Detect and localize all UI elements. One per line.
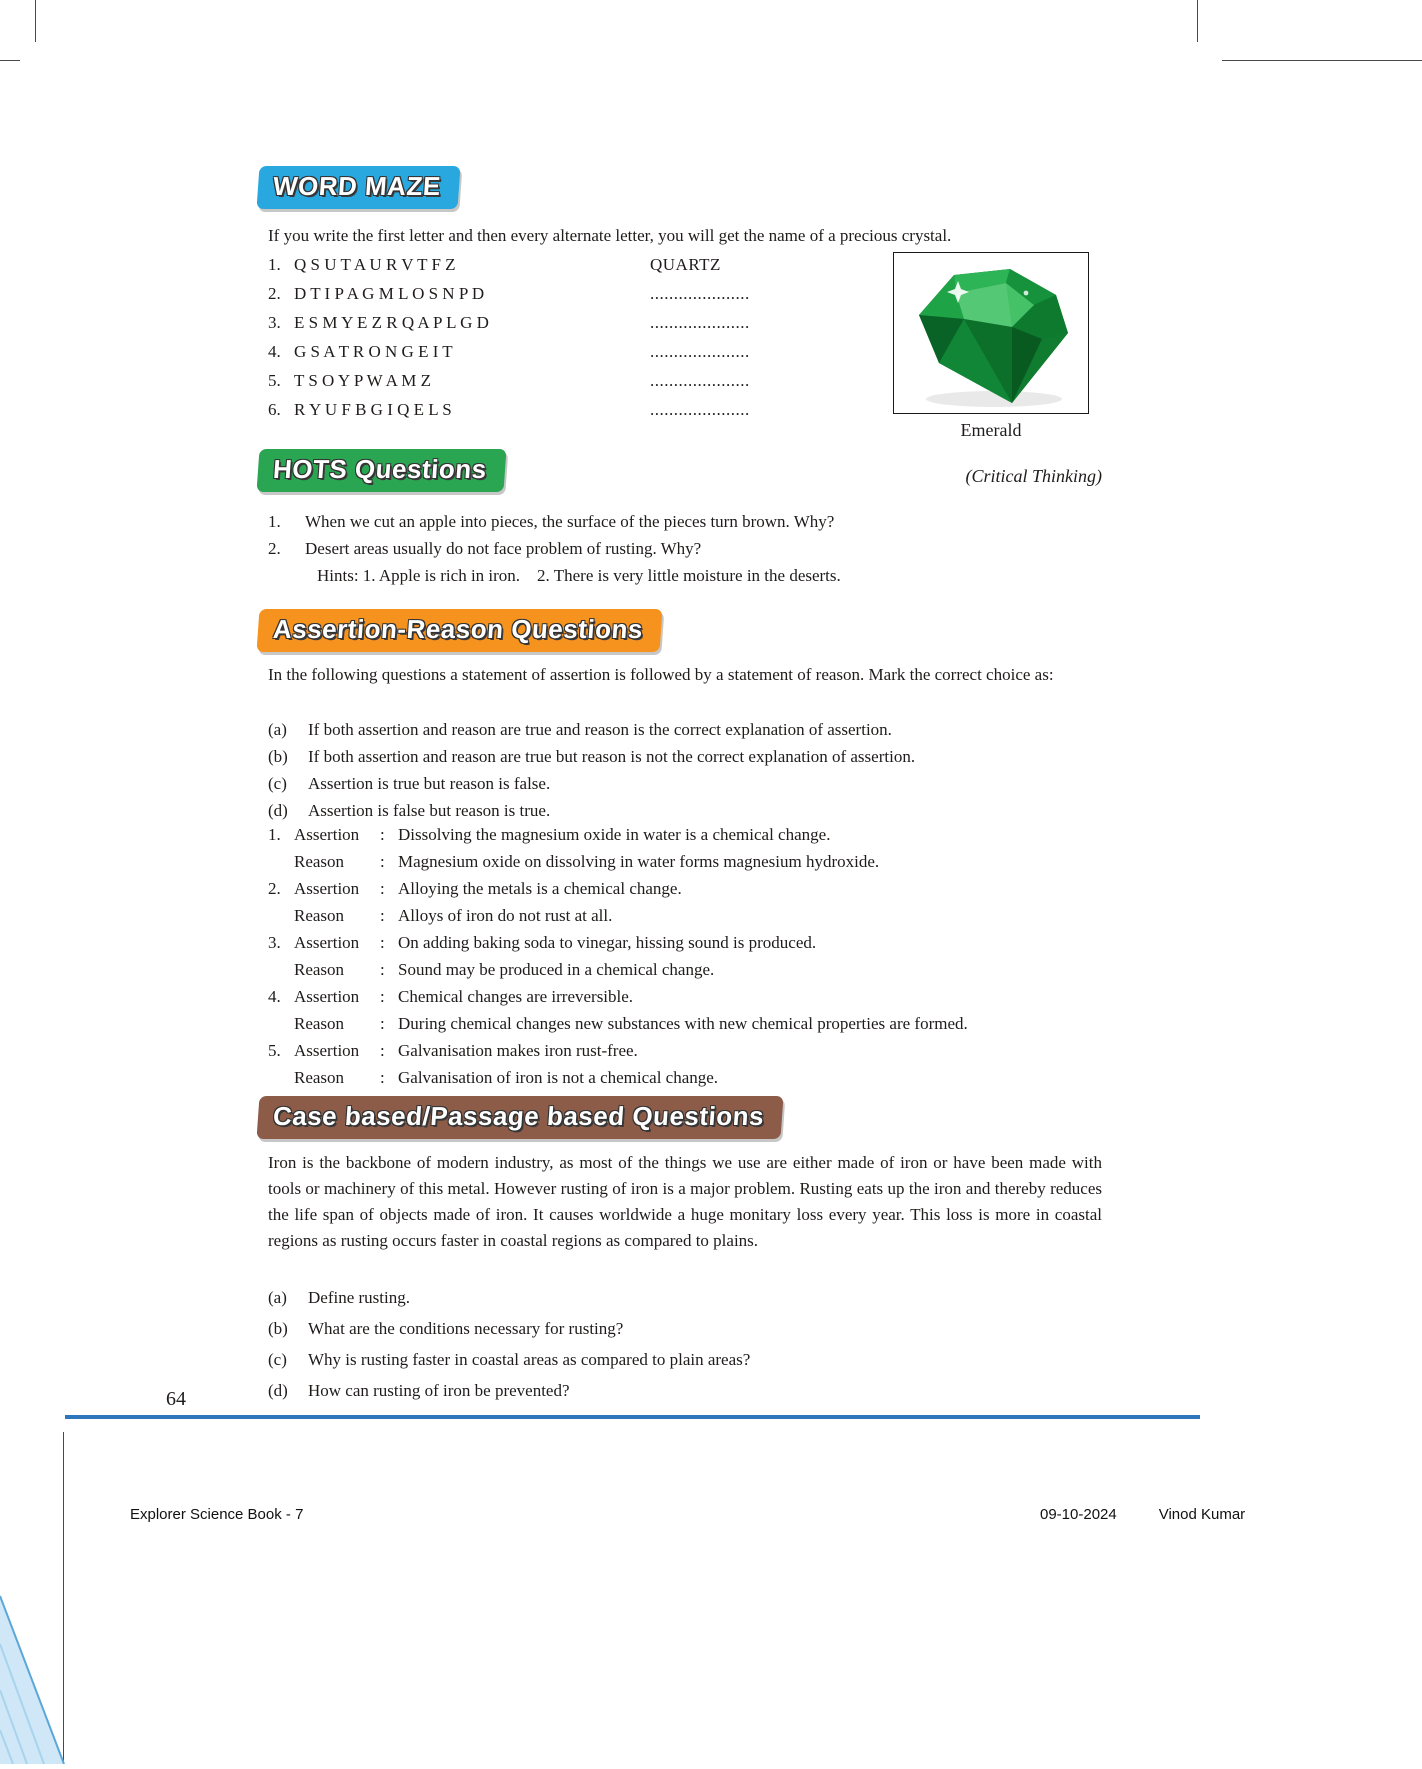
assertion-reason-heading: Assertion-Reason Questions <box>256 609 662 652</box>
reason-text: Sound may be produced in a chemical change. <box>398 960 715 979</box>
question-text: Desert areas usually do not face problem of rusting. Why? <box>305 539 702 558</box>
question-text: When we cut an apple into pieces, the surface of the pieces turn brown. Why? <box>305 512 835 531</box>
assertion-label: Assertion <box>294 1041 360 1060</box>
footer-book-title: Explorer Science Book - 7 <box>130 1506 304 1523</box>
case-passage: Iron is the backbone of modern industry, as most of the things we use are either made of iron or have been made with tools or machinery of this metal. However rusting of iron is a major problem. Rusting eats up the iron and thereby reduces the life span of objects made of iron. It causes worldwide a huge monitary loss every year. This loss is more in coastal regions as rusting occurs faster in coastal regions as compared to plains. <box>268 1153 1102 1250</box>
word-maze-heading: WORD MAZE <box>256 166 460 209</box>
choice-label: (c) <box>268 774 287 793</box>
reason-label: Reason <box>294 1014 345 1033</box>
maze-answer: QUARTZ <box>650 255 721 274</box>
case-based-heading: Case based/Passage based Questions <box>256 1096 783 1139</box>
colon: : <box>380 987 385 1006</box>
question-label: (b) <box>268 1319 288 1338</box>
question-text: What are the conditions necessary for rusting? <box>308 1319 624 1338</box>
colon: : <box>380 1014 385 1033</box>
assertion-reason-intro: In the following questions a statement of assertion is followed by a statement of reason. Mark the correct choice as: <box>268 665 1054 684</box>
maze-answer-blank: ..................... <box>650 400 750 419</box>
item-number: 3. <box>268 313 281 332</box>
maze-letters: T S O Y P W A M Z <box>294 371 431 390</box>
assertion-line <box>268 821 1118 848</box>
page-number: 64 <box>166 1388 186 1410</box>
assertion-line <box>268 875 1118 902</box>
choice-label: (a) <box>268 720 287 739</box>
reason-line <box>268 1064 1118 1091</box>
list-item <box>268 1313 1108 1344</box>
reason-line <box>268 1010 1118 1037</box>
assertion-label: Assertion <box>294 987 360 1006</box>
choice-label: (d) <box>268 801 288 820</box>
item-number-spacer <box>268 1010 294 1037</box>
assertion-line <box>268 983 1118 1010</box>
assertion-text: Dissolving the magnesium oxide in water is a chemical change. <box>398 825 831 844</box>
hots-question-list <box>268 508 1108 589</box>
maze-letters: R Y U F B G I Q E L S <box>294 400 452 419</box>
reason-label: Reason <box>294 1068 345 1087</box>
colon: : <box>380 906 385 925</box>
case-question-list <box>268 1282 1108 1406</box>
list-item <box>268 1375 1108 1406</box>
reason-text: Magnesium oxide on dissolving in water forms magnesium hydroxide. <box>398 852 880 871</box>
item-number: 6. <box>268 400 281 419</box>
image-caption: Emerald <box>960 420 1022 440</box>
question-label: (a) <box>268 1288 287 1307</box>
item-number: 1. <box>268 512 281 531</box>
footer-author: Vinod Kumar <box>1158 1506 1246 1523</box>
item-number: 2. <box>268 284 281 303</box>
item-number-spacer <box>268 956 294 983</box>
item-number: 2. <box>268 539 281 558</box>
colon: : <box>380 1041 385 1060</box>
question-label: (c) <box>268 1350 287 1369</box>
choice-text: Assertion is false but reason is true. <box>308 801 551 820</box>
assertion-text: Galvanisation makes iron rust-free. <box>398 1041 638 1060</box>
item-number: 3. <box>268 933 281 952</box>
assertion-line <box>268 1037 1118 1064</box>
choice-text: If both assertion and reason are true and reason is the correct explanation of assertion. <box>308 720 892 739</box>
crop-mark <box>1197 0 1198 42</box>
maze-letters: D T I P A G M L O S N P D <box>294 284 485 303</box>
maze-answer-blank: ..................... <box>650 342 750 361</box>
list-item <box>268 797 1108 824</box>
maze-answer-blank: ..................... <box>650 371 750 390</box>
item-number-spacer <box>268 902 294 929</box>
assertion-label: Assertion <box>294 933 360 952</box>
reason-line <box>268 848 1118 875</box>
maze-letters: G S A T R O N G E I T <box>294 342 453 361</box>
list-item <box>268 743 1108 770</box>
footer-meta <box>1040 1506 1245 1523</box>
colon: : <box>380 825 385 844</box>
list-item <box>268 508 1108 535</box>
emerald-image <box>893 252 1089 414</box>
question-text: Why is rusting faster in coastal areas as compared to plain areas? <box>308 1350 751 1369</box>
colon: : <box>380 960 385 979</box>
item-number-spacer <box>268 1064 294 1091</box>
reason-line <box>268 956 1118 983</box>
item-number: 5. <box>268 371 281 390</box>
reason-text: Galvanisation of iron is not a chemical change. <box>398 1068 719 1087</box>
assertion-line <box>268 929 1118 956</box>
question-text: Define rusting. <box>308 1288 410 1307</box>
list-item <box>268 716 1108 743</box>
corner-triangle-graphic <box>0 1578 70 1764</box>
maze-answer-blank: ..................... <box>650 284 750 303</box>
item-number: 4. <box>268 342 281 361</box>
hints-text: Hints: 1. Apple is rich in iron. 2. There is very little moisture in the deserts. <box>317 566 841 585</box>
list-item <box>268 770 1108 797</box>
maze-answer-blank: ..................... <box>650 313 750 332</box>
item-number: 1. <box>268 825 281 844</box>
choice-text: If both assertion and reason are true but reason is not the correct explanation of assertion. <box>308 747 916 766</box>
word-maze-intro: If you write the first letter and then every alternate letter, you will get the name of a precious crystal. <box>268 226 952 245</box>
item-number: 2. <box>268 879 281 898</box>
reason-text: During chemical changes new substances with new chemical properties are formed. <box>398 1014 968 1033</box>
maze-letters: E S M Y E Z R Q A P L G D <box>294 313 489 332</box>
assertion-text: Chemical changes are irreversible. <box>398 987 634 1006</box>
question-text: How can rusting of iron be prevented? <box>308 1381 570 1400</box>
reason-text: Alloys of iron do not rust at all. <box>398 906 613 925</box>
emerald-gem-graphic <box>894 253 1088 413</box>
colon: : <box>380 852 385 871</box>
crop-mark <box>0 60 20 61</box>
choice-label: (b) <box>268 747 288 766</box>
choice-text: Assertion is true but reason is false. <box>308 774 551 793</box>
colon: : <box>380 879 385 898</box>
reason-label: Reason <box>294 852 345 871</box>
colon: : <box>380 933 385 952</box>
footer-rule <box>65 1415 1200 1419</box>
assertion-label: Assertion <box>294 879 360 898</box>
reason-label: Reason <box>294 960 345 979</box>
assertion-text: Alloying the metals is a chemical change. <box>398 879 682 898</box>
corner-decoration <box>0 1578 70 1769</box>
crop-mark <box>1222 60 1422 61</box>
colon: : <box>380 1068 385 1087</box>
critical-thinking-tag: (Critical Thinking) <box>965 466 1102 486</box>
assertion-label: Assertion <box>294 825 360 844</box>
hots-questions-heading: HOTS Questions <box>256 449 506 492</box>
crop-mark <box>35 0 36 42</box>
item-number-spacer <box>268 848 294 875</box>
list-item <box>268 535 1108 562</box>
reason-label: Reason <box>294 906 345 925</box>
assertion-reason-list <box>268 821 1118 1091</box>
footer-date: 09-10-2024 <box>1040 1506 1117 1523</box>
reason-line <box>268 902 1118 929</box>
item-number: 1. <box>268 255 281 274</box>
item-number: 4. <box>268 987 281 1006</box>
list-item <box>268 1344 1108 1375</box>
maze-letters: Q S U T A U R V T F Z <box>294 255 456 274</box>
item-number: 5. <box>268 1041 281 1060</box>
list-item <box>268 1282 1108 1313</box>
assertion-text: On adding baking soda to vinegar, hissing sound is produced. <box>398 933 817 952</box>
answer-choice-list <box>268 716 1108 824</box>
question-label: (d) <box>268 1381 288 1400</box>
